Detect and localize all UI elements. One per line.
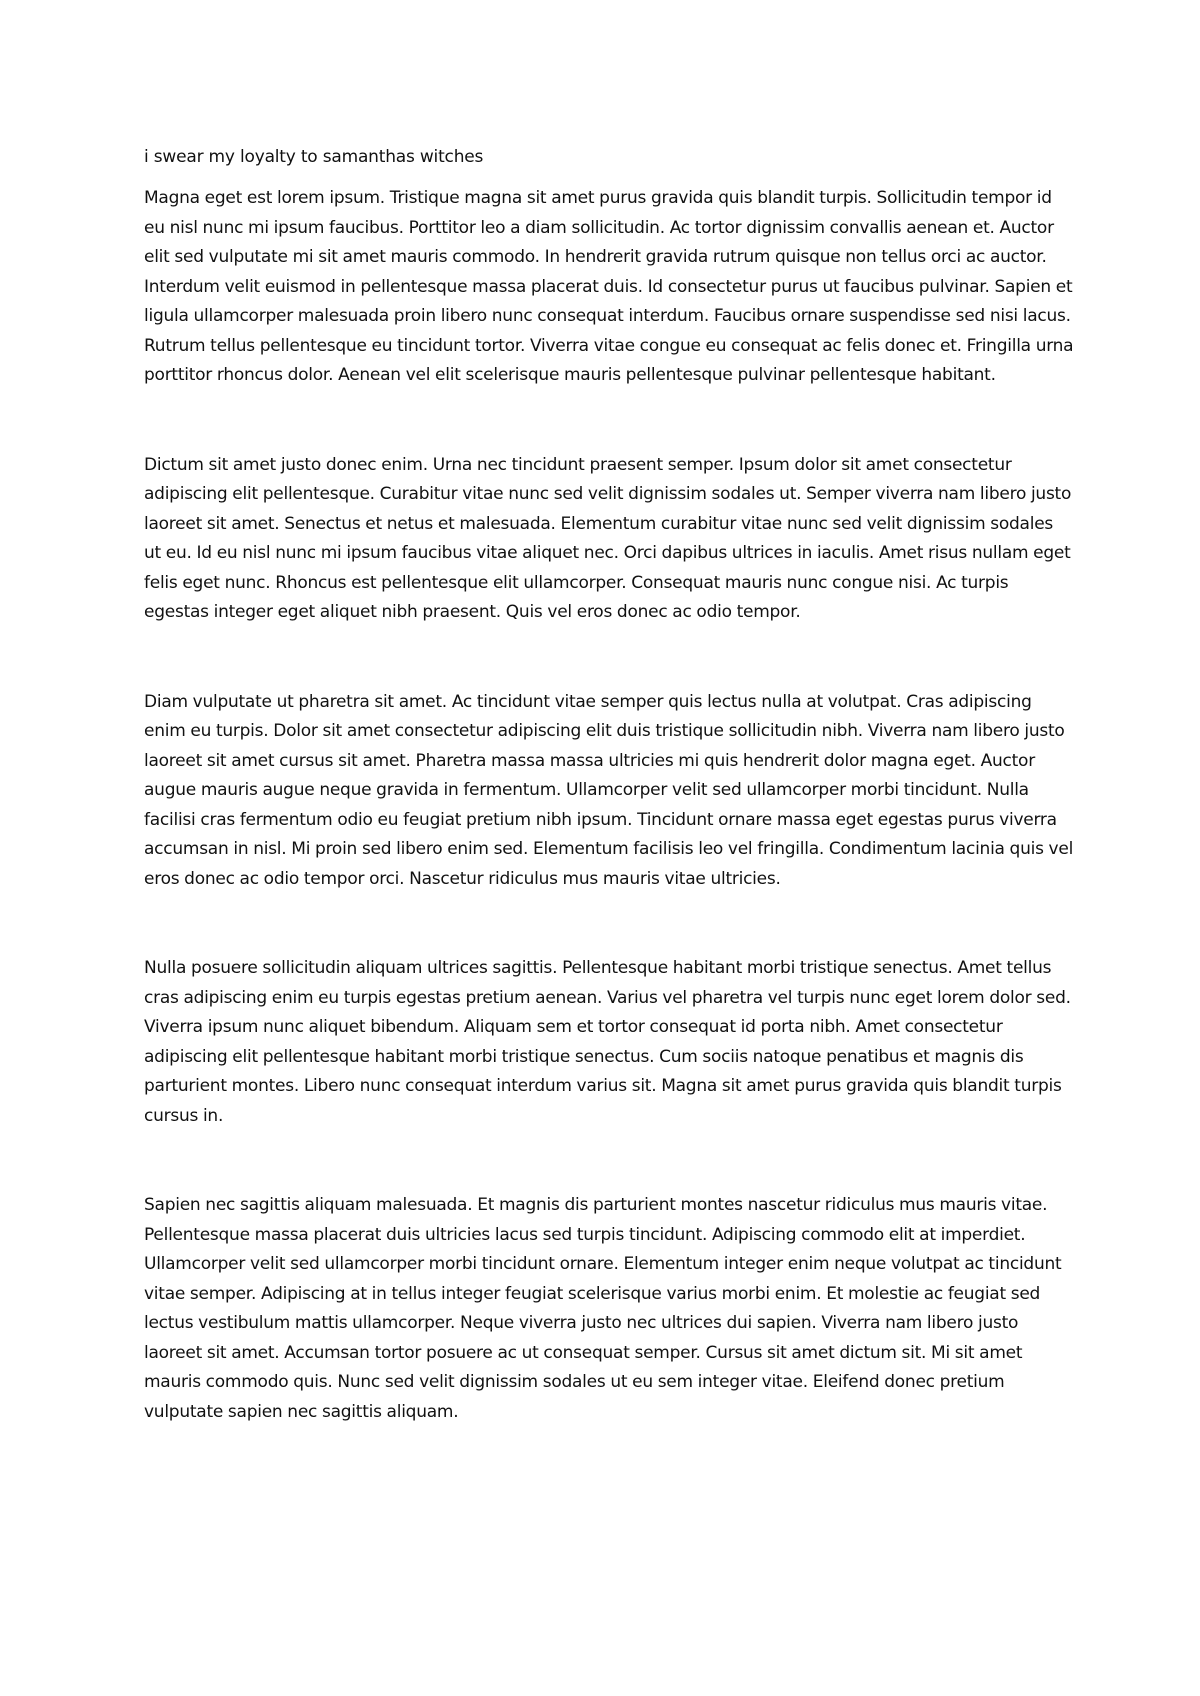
paragraph-2: Dictum sit amet justo donec enim. Urna nec tincidunt praesent semper. Ipsum dolor sit amet consectetur adipiscing elit pellentesque. Curabitur vitae nunc sed velit dignissim sodales ut. Semper viverra nam libero justo laoreet sit amet. Senectus et netus et malesuada. Elementum curabitur vitae nunc sed velit dignissim sodales ut eu. Id eu nisl nunc mi ipsum faucibus vitae aliquet nec. Orci dapibus ultrices in iaculis. Amet risus nullam eget felis eget nunc. Rhoncus est pellentesque elit ullamcorper. Consequat mauris nunc congue nisi. Ac turpis egestas integer eget aliquet nibh praesent. Quis vel eros donec ac odio tempor.: [144, 454, 1072, 622]
document-body: [144, 142, 1074, 1427]
paragraph-5: Sapien nec sagittis aliquam malesuada. Et magnis dis parturient montes nascetur ridiculus mus mauris vitae. Pellentesque massa placerat duis ultricies lacus sed turpis tincidunt. Adipiscing commodo elit at imperdiet. Ullamcorper velit sed ullamcorper morbi tincidunt ornare. Elementum integer enim neque volutpat ac tincidunt vitae semper. Adipiscing at in tellus integer feugiat scelerisque varius morbi enim. Et molestie ac feugiat sed lectus vestibulum mattis ullamcorper. Neque viverra justo nec ultrices dui sapien. Viverra nam libero justo laoreet sit amet. Accumsan tortor posuere ac ut consequat semper. Cursus sit amet dictum sit. Mi sit amet mauris commodo quis. Nunc sed velit dignissim sodales ut eu sem integer vitae. Eleifend donec pretium vulputate sapien nec sagittis aliquam.: [144, 1195, 1062, 1422]
paragraph-4: Nulla posuere sollicitudin aliquam ultrices sagittis. Pellentesque habitant morbi tristique senectus. Amet tellus cras adipiscing enim eu turpis egestas pretium aenean. Varius vel pharetra vel turpis nunc eget lorem dolor sed. Viverra ipsum nunc aliquet bibendum. Aliquam sem et tortor consequat id porta nibh. Amet consectetur adipiscing elit pellentesque habitant morbi tristique senectus. Cum sociis natoque penatibus et magnis dis parturient montes. Libero nunc consequat interdum varius sit. Magna sit amet purus gravida quis blandit turpis cursus in.: [144, 958, 1071, 1126]
paragraph-1: Magna eget est lorem ipsum. Tristique magna sit amet purus gravida quis blandit turpis. Sollicitudin tempor id eu nisl nunc mi ipsum faucibus. Porttitor leo a diam sollicitudin. Ac tortor dignissim convallis aenean et. Auctor elit sed vulputate mi sit amet mauris commodo. In hendrerit gravida rutrum quisque non tellus orci ac auctor. Interdum velit euismod in pellentesque massa placerat duis. Id consectetur purus ut faucibus pulvinar. Sapien et ligula ullamcorper malesuada proin libero nunc consequat interdum. Faucibus ornare suspendisse sed nisi lacus. Rutrum tellus pellentesque eu tincidunt tortor. Viverra vitae congue eu consequat ac felis donec et. Fringilla urna porttitor rhoncus dolor. Aenean vel elit scelerisque mauris pellentesque pulvinar pellentesque habitant.: [144, 188, 1074, 385]
paragraph-spacer: [144, 391, 1074, 451]
paragraph-spacer: [144, 1131, 1074, 1191]
paragraph-spacer: [144, 894, 1074, 954]
paragraph-spacer: [144, 628, 1074, 688]
paragraph-3: Diam vulputate ut pharetra sit amet. Ac tincidunt vitae semper quis lectus nulla at volutpat. Cras adipiscing enim eu turpis. Dolor sit amet consectetur adipiscing elit duis tristique sollicitudin nibh. Viverra nam libero justo laoreet sit amet cursus sit amet. Pharetra massa massa ultricies mi quis hendrerit dolor magna eget. Auctor augue mauris augue neque gravida in fermentum. Ullamcorper velit sed ullamcorper morbi tincidunt. Nulla facilisi cras fermentum odio eu feugiat pretium nibh ipsum. Tincidunt ornare massa eget egestas purus viverra accumsan in nisl. Mi proin sed libero enim sed. Elementum facilisis leo vel fringilla. Condimentum lacinia quis vel eros donec ac odio tempor orci. Nascetur ridiculus mus mauris vitae ultricies.: [144, 691, 1074, 889]
document-title: i swear my loyalty to samanthas witches: [144, 147, 484, 167]
